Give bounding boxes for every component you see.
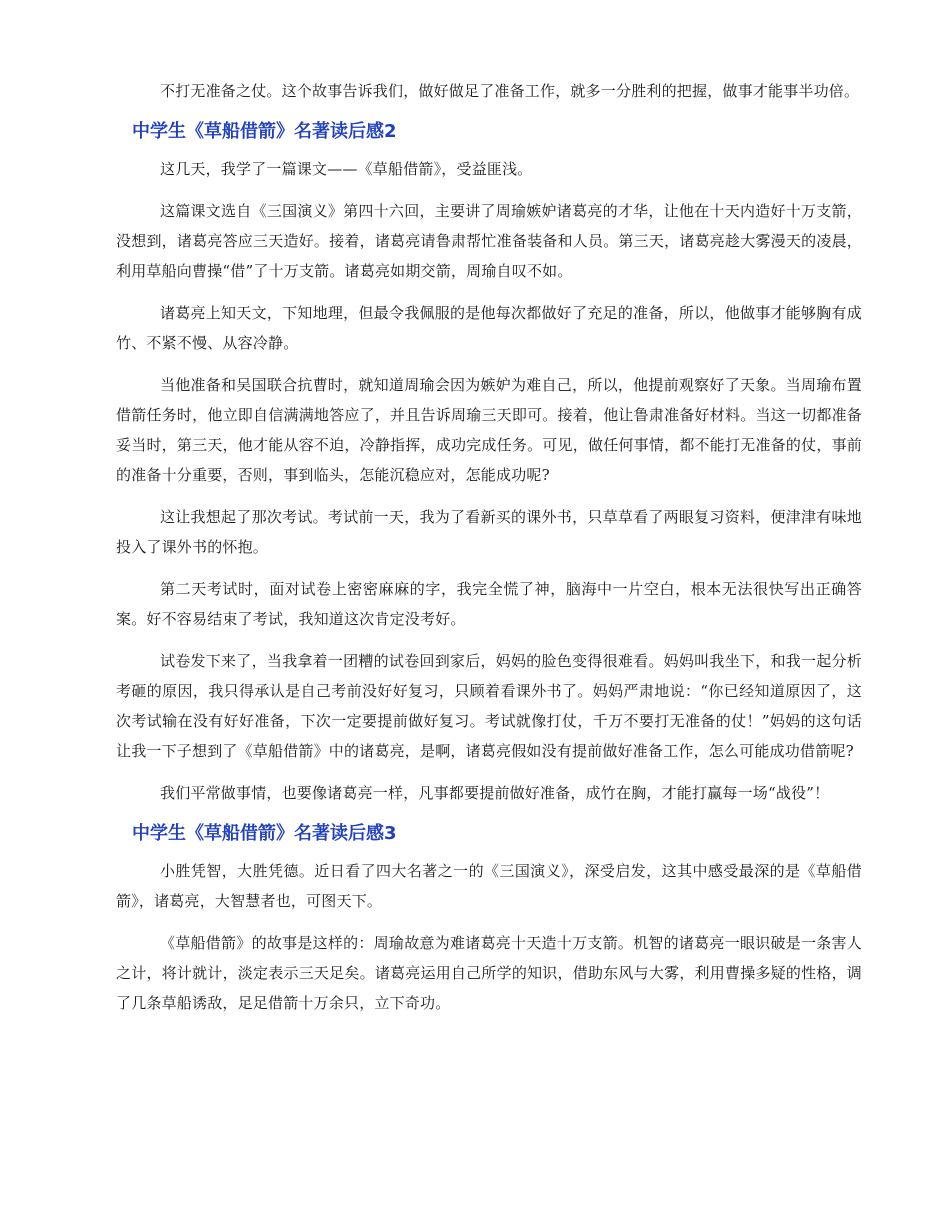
section-title: 中学生《草船借箭》名著读后感2 (132, 121, 397, 142)
paragraph: 小胜凭智，大胜凭德。近日看了四大名著之一的《三国演义》，深受启发，这其中感受最深的是《草船借箭》，诸葛亮，大智慧者也，可图天下。 (116, 862, 862, 910)
document-page (116, 76, 862, 1030)
paragraph: 这让我想起了那次考试。考试前一天，我为了看新买的课外书，只草草看了两眼复习资料，便津津有味地投入了课外书的怀抱。 (116, 508, 862, 556)
paragraph: 不打无准备之仗。这个故事告诉我们，做好做足了准备工作，就多一分胜利的把握，做事才能事半功倍。 (160, 82, 860, 100)
paragraph: 《草船借箭》的故事是这样的：周瑜故意为难诸葛亮十天造十万支箭。机智的诸葛亮一眼识破是一条害人之计，将计就计，淡定表示三天足矣。诸葛亮运用自己所学的知识，借助东风与大雾，利用曹操多疑的性格，调了几条草船诱敌，足足借箭十万余只，立下奇功。 (116, 934, 862, 1012)
section-3 (116, 820, 862, 1018)
section-title: 中学生《草船借箭》名著读后感3 (132, 823, 397, 844)
section-2 (116, 118, 862, 808)
paragraph: 诸葛亮上知天文，下知地理，但最令我佩服的是他每次都做好了充足的准备，所以，他做事才能够胸有成竹、不紧不慢、从容冷静。 (116, 304, 862, 352)
paragraph: 这几天，我学了一篇课文——《草船借箭》，受益匪浅。 (160, 160, 533, 178)
paragraph: 这篇课文选自《三国演义》第四十六回，主要讲了周瑜嫉妒诸葛亮的才华，让他在十天内造好十万支箭，没想到，诸葛亮答应三天造好。接着，诸葛亮请鲁肃帮忙准备装备和人员。第三天，诸葛亮趁大雾漫天的凌晨，利用草船向曹操“借”了十万支箭。诸葛亮如期交箭，周瑜自叹不如。 (116, 202, 862, 280)
paragraph: 第二天考试时，面对试卷上密密麻麻的字，我完全慌了神，脑海中一片空白，根本无法很快写出正确答案。好不容易结束了考试，我知道这次肯定没考好。 (116, 580, 862, 628)
paragraph: 当他准备和吴国联合抗曹时，就知道周瑜会因为嫉妒为难自己，所以，他提前观察好了天象。当周瑜布置借箭任务时，他立即自信满满地答应了，并且告诉周瑜三天即可。接着，他让鲁肃准备好材料。当这一切都准备妥当时，第三天，他才能从容不迫，冷静指挥，成功完成任务。可见，做任何事情，都不能打无准备的仗，事前的准备十分重要，否则，事到临头，怎能沉稳应对，怎能成功呢? (116, 376, 862, 484)
paragraph: 试卷发下来了，当我拿着一团糟的试卷回到家后，妈妈的脸色变得很难看。妈妈叫我坐下，和我一起分析考砸的原因，我只得承认是自己考前没好好复习，只顾着看课外书了。妈妈严肃地说：“你已经知道原因了，这次考试输在没有好好准备，下次一定要提前做好复习。考试就像打仗，千万不要打无准备的仗！”妈妈的这句话让我一下子想到了《草船借箭》中的诸葛亮，是啊，诸葛亮假如没有提前做好准备工作，怎么可能成功借箭呢? (116, 652, 862, 760)
paragraph: 我们平常做事情，也要像诸葛亮一样，凡事都要提前做好准备，成竹在胸，才能打赢每一场“战役”！ (160, 784, 830, 802)
